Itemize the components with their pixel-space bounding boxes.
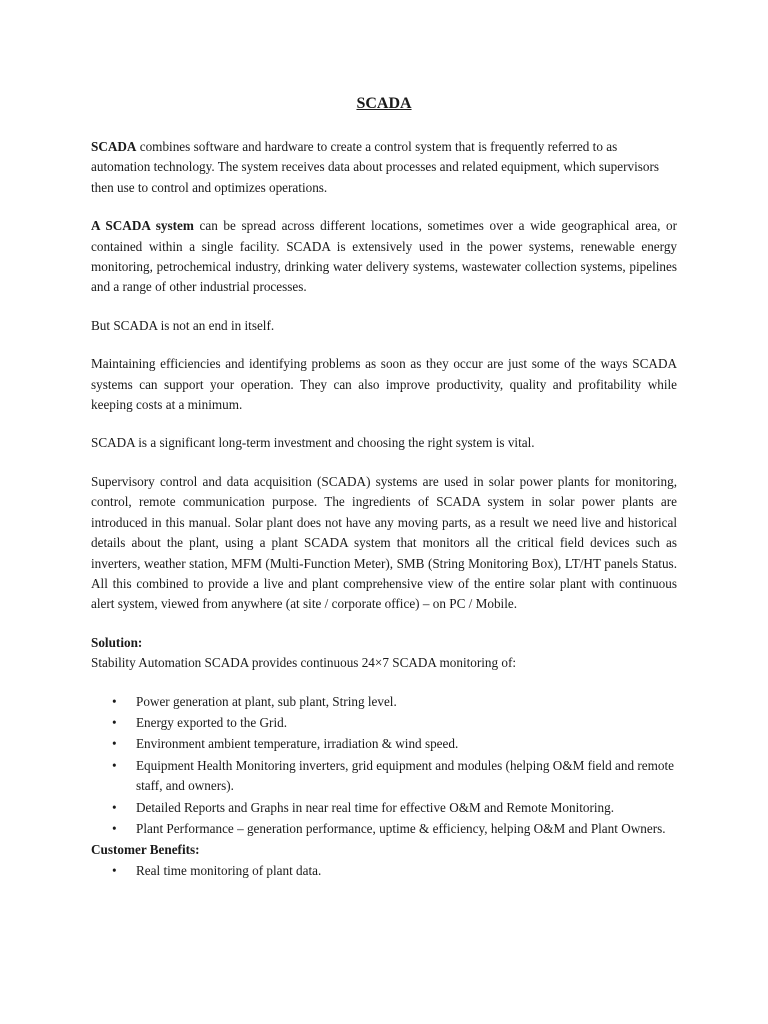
- list-item-text: Detailed Reports and Graphs in near real time for effective O&M and Remote Monitoring.: [136, 799, 615, 815]
- list-item: [91, 798, 677, 818]
- list-item-text: Energy exported to the Grid.: [136, 714, 288, 730]
- list-item-text: Equipment Health Monitoring inverters, grid equipment and modules (helping O&M field and remote staff, and owners).: [136, 757, 675, 794]
- bullet-icon: •: [112, 820, 117, 836]
- paragraph-intro-lead: SCADA: [91, 139, 137, 154]
- solution-heading: Solution:: [91, 634, 143, 650]
- list-item-text: Plant Performance – generation performance, uptime & efficiency, helping O&M and Plant Owners.: [136, 820, 666, 836]
- document-title: SCADA: [356, 95, 412, 112]
- bullet-icon: •: [112, 736, 117, 752]
- list-item: [91, 713, 677, 733]
- document-page: [91, 92, 677, 882]
- list-item-text: Environment ambient temperature, irradiation & wind speed.: [136, 736, 459, 752]
- solution-intro: Stability Automation SCADA provides continuous 24×7 SCADA monitoring of:: [91, 655, 517, 671]
- bullet-icon: •: [112, 693, 117, 709]
- paragraph-intro-text: combines software and hardware to create a control system that is frequently referred to as automation technology. The system receives data about processes and related equipment, which supervisors then use to control and optimizes operations.: [91, 139, 659, 195]
- paragraph-scada-system: [91, 216, 677, 298]
- bullet-icon: •: [112, 714, 117, 730]
- paragraph-not-an-end: But SCADA is not an end in itself.: [91, 317, 275, 333]
- list-item: [91, 819, 677, 839]
- solution-list: [91, 692, 677, 840]
- paragraph-scada-system-text: can be spread across different locations, sometimes over a wide geographical area, or contained within a single facility. SCADA is extensively used in the power systems, renewable energy monitoring, petrochemical industry, drinking water delivery systems, wastewater collection systems, pipelines and a range of other industrial processes.: [91, 218, 677, 295]
- benefits-list: [91, 861, 677, 881]
- paragraph-investment: SCADA is a significant long-term investment and choosing the right system is vital.: [91, 435, 535, 451]
- paragraph-efficiencies: Maintaining efficiencies and identifying problems as soon as they occur are just some of the ways SCADA systems can support your operation. They can also improve productivity, quality and profitability while keeping costs at a minimum.: [91, 356, 677, 413]
- paragraph-solar-plants: Supervisory control and data acquisition (SCADA) systems are used in solar power plants for monitoring, control, remote communication purpose. The ingredients of SCADA system in solar power plants are introduced in this manual. Solar plant does not have any moving parts, as a result we need live and historical details about the plant, using a plant SCADA system that monitors all the critical field devices such as inverters, weather station, MFM (Multi-Function Meter), SMB (String Monitoring Box), LT/HT panels Status. All this combined to provide a live and plant comprehensive view of the entire solar plant with continuous alert system, viewed from anywhere (at site / corporate office) – on PC / Mobile.: [91, 473, 677, 612]
- list-item: [91, 861, 677, 881]
- bullet-icon: •: [112, 757, 117, 773]
- list-item: [91, 692, 677, 712]
- paragraph-intro: [91, 137, 677, 198]
- list-item-text: Power generation at plant, sub plant, String level.: [136, 693, 397, 709]
- list-item-text: Real time monitoring of plant data.: [136, 862, 322, 878]
- bullet-icon: •: [112, 799, 117, 815]
- bullet-icon: •: [112, 862, 117, 878]
- benefits-heading: Customer Benefits:: [91, 842, 200, 858]
- list-item: [91, 756, 677, 797]
- list-item: [91, 734, 677, 754]
- paragraph-scada-system-lead: A SCADA system: [91, 218, 194, 234]
